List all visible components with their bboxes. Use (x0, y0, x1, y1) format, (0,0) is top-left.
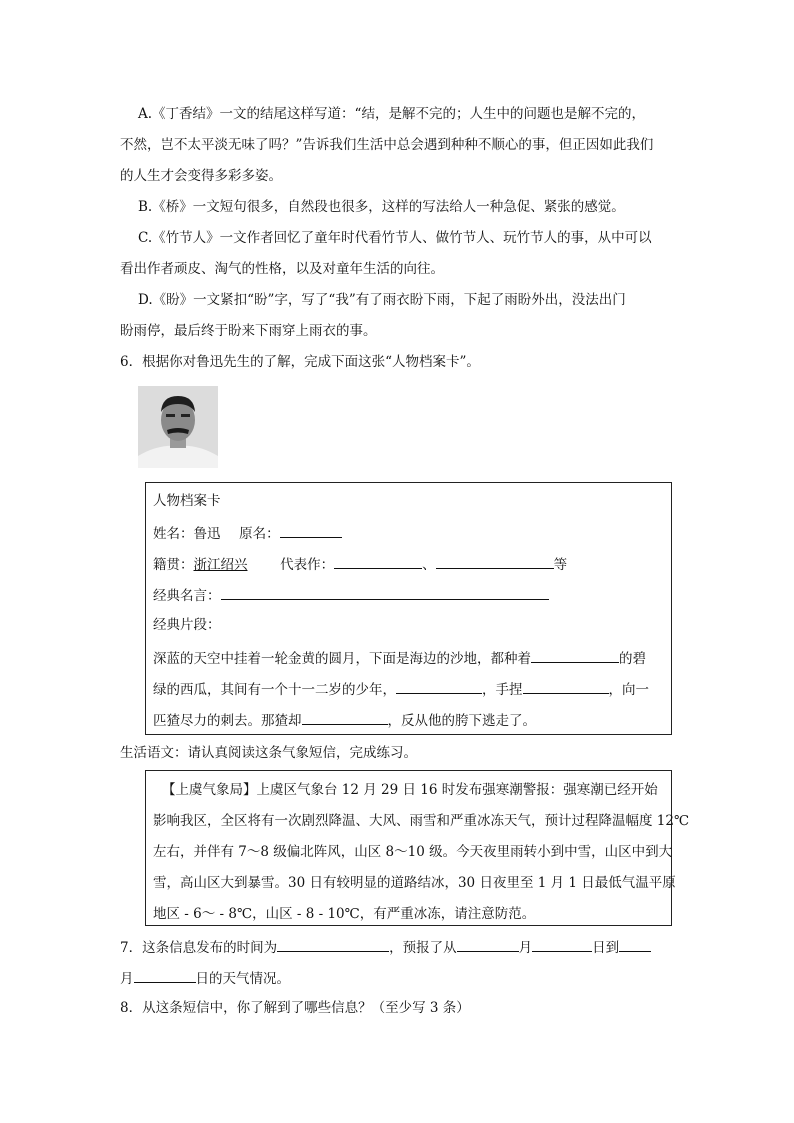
origin-label: 籍贯： (153, 557, 194, 573)
option-a-line-3: 的人生才会变得多彩多姿。 (120, 168, 282, 184)
excerpt-text: 绿的西瓜，其间有一个十一二岁的少年， (153, 682, 396, 698)
q7-text: ，预报了从 (389, 940, 457, 956)
q7-day-start-blank[interactable] (532, 937, 592, 952)
sms-line-1: 【上虞气象局】上虞区气象台 12 月 29 日 16 时发布强寒潮警报：强寒潮已经开始 (162, 782, 658, 798)
works-separator: 、 (422, 557, 436, 573)
excerpt-blank-4[interactable] (302, 710, 388, 725)
q7-text: 月 (518, 940, 533, 956)
works-blank-1[interactable] (334, 554, 422, 569)
question-6: 6．根据你对鲁迅先生的了解，完成下面这张“人物档案卡”。 (120, 354, 480, 370)
q7-time-blank[interactable] (277, 937, 389, 952)
original-name-blank[interactable] (280, 523, 342, 538)
card-title: 人物档案卡 (153, 493, 221, 509)
question-7-line-1 (120, 937, 651, 957)
option-a-line-1: A.《丁香结》一文的结尾这样写道：“结，是解不完的；人生中的问题也是解不完的， (138, 106, 645, 122)
option-d-line-2: 盼雨停，最后终于盼来下雨穿上雨衣的事。 (120, 323, 377, 339)
sms-line-5: 地区 - 6～ - 8℃，山区 - 8 - 10℃，有严重冰冻，请注意防范。 (153, 906, 536, 922)
portrait-icon (138, 386, 218, 468)
excerpt-text: 匹猹尽力的刺去。那猹却 (153, 713, 302, 729)
option-c-line-2: 看出作者顽皮、淘气的性格，以及对童年生活的向往。 (120, 261, 444, 277)
excerpt-text: 深蓝的天空中挂着一轮金黄的圆月，下面是海边的沙地，都种着 (153, 651, 531, 667)
quote-label: 经典名言： (153, 588, 221, 604)
q7-month-end-blank-part[interactable] (619, 937, 651, 952)
option-c-line-1: C.《竹节人》一文作者回忆了童年时代看竹节人、做竹节人、玩竹节人的事，从中可以 (138, 230, 652, 246)
excerpt-blank-1[interactable] (531, 648, 619, 663)
life-language-intro: 生活语文：请认真阅读这条气象短信，完成练习。 (120, 745, 417, 761)
works-blank-2[interactable] (436, 554, 554, 569)
sms-line-2: 影响我区，全区将有一次剧烈降温、大风、雨雪和严重冰冻天气，预计过程降温幅度 12℃ (153, 813, 690, 829)
excerpt-text: ，手捏 (482, 682, 523, 698)
q7-day-end-blank[interactable] (134, 968, 196, 983)
option-a-line-2: 不然，岂不太平淡无味了吗？”告诉我们生活中总会遇到种种不顺心的事，但正因如此我们 (120, 137, 654, 153)
origin-value: 浙江绍兴 (193, 557, 248, 573)
excerpt-line-3 (153, 710, 536, 730)
q7-text: 7．这条信息发布的时间为 (120, 940, 278, 956)
excerpt-blank-3[interactable] (523, 679, 609, 694)
quote-row (153, 585, 549, 605)
excerpt-label: 经典片段： (153, 617, 221, 633)
name-value: 鲁迅 (193, 526, 221, 542)
quote-blank[interactable] (221, 585, 549, 600)
option-d-line-1: D.《盼》一文紧扣“盼”字，写了“我”有了雨衣盼下雨，下起了雨盼外出，没法出门 (138, 292, 626, 308)
excerpt-text: 的碧 (619, 651, 646, 667)
works-label: 代表作： (280, 557, 335, 573)
option-b-line-1: B.《桥》一文短句很多，自然段也很多，这样的写法给人一种急促、紧张的感觉。 (138, 199, 625, 215)
portrait-photo (138, 386, 218, 468)
excerpt-blank-2[interactable] (396, 679, 482, 694)
sms-line-4: 雪，高山区大到暴雪。30 日有较明显的道路结冰，30 日夜里至 1 月 1 日最低气温平原 (153, 875, 676, 891)
excerpt-text: ，反从他的胯下逃走了。 (387, 713, 536, 729)
question-7-line-2 (120, 968, 290, 988)
q7-text: 日到 (592, 940, 620, 956)
excerpt-line-2 (153, 679, 649, 699)
sms-line-3: 左右，并伴有 7～8 级偏北阵风，山区 8～10 级。今天夜里雨转小到中雪，山区中到大 (153, 844, 673, 860)
works-end: 等 (553, 557, 568, 573)
original-name-label: 原名： (239, 526, 280, 542)
name-label: 姓名： (153, 526, 194, 542)
excerpt-line-1 (153, 648, 646, 668)
question-8: 8．从这条短信中，你了解到了哪些信息？（至少写 3 条） (120, 1000, 470, 1016)
q7-text: 日的天气情况。 (195, 971, 290, 987)
q7-text: 月 (120, 971, 134, 987)
origin-row (153, 554, 567, 574)
name-row (153, 523, 342, 543)
q7-month-start-blank[interactable] (457, 937, 519, 952)
excerpt-text: ，向一 (608, 682, 649, 698)
